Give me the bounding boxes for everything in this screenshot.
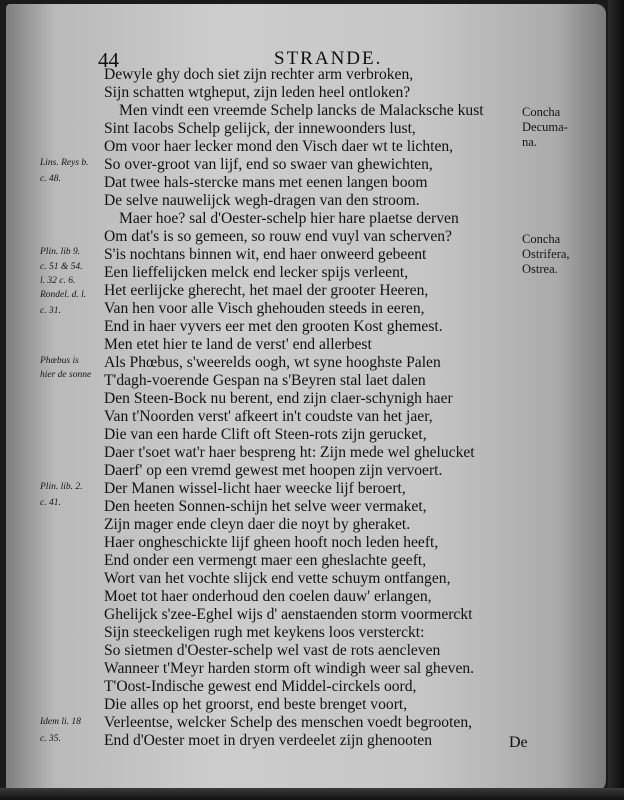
text-line: Die van een harde Clift oft Steen-rots zijn gerucket, xyxy=(104,426,427,443)
text-line: Van t'Noorden verst' afkeert in't coudste van het jaer, xyxy=(104,408,433,425)
text-line: Men etet hier te land de verst' end allerbest xyxy=(104,336,372,353)
text-line: Maer hoe? sal d'Oester-schelp hier hare plaetse derven xyxy=(119,210,459,227)
text-line: Die alles op het groorst, end beste brenget voort, xyxy=(104,696,408,713)
running-head: STRANDE. xyxy=(274,48,383,69)
text-line: Sint Iacobs Schelp gelijck, der innewoonders lust, xyxy=(104,120,416,137)
margin-note: Plin. lib. 2. xyxy=(40,482,83,492)
page-shadow-bottom xyxy=(0,788,624,800)
page-number: 44 xyxy=(98,48,119,72)
margin-note: Idem li. 18 xyxy=(40,717,81,727)
text-line: Den heeten Sonnen-schijn het selve weer vermaket, xyxy=(104,498,427,515)
margin-note: l. 32 c. 6. xyxy=(40,276,76,286)
text-line: Daerf' op een vremd gewest met hoopen zijn vervoert. xyxy=(104,462,443,479)
text-line: Het eerlijcke gherecht, het mael der grooter Heeren, xyxy=(104,282,429,299)
margin-note: c. 35. xyxy=(40,734,61,744)
margin-note: c. 51 & 54. xyxy=(40,262,83,272)
text-line: Daer t'soet wat'r haer bespreng ht: Zijn mede wel ghelucket xyxy=(104,444,475,461)
text-line: Ghelijck s'zee-Eghel wijs d' aenstaenden storm voormerckt xyxy=(104,606,473,623)
text-line: Van hen voor alle Visch ghehouden steeds in eeren, xyxy=(104,300,425,317)
text-line: S'is nochtans binnen wit, end haer onweerd gebeent xyxy=(104,246,427,263)
text-line: Sijn steeckeligen rugh met keykens loos versterckt: xyxy=(104,624,425,641)
text-line: Sijn schatten wtgheput, zijn leden heel ontloken? xyxy=(104,84,411,101)
text-line: Wort van het vochte slijck end vette schuym ontfangen, xyxy=(104,570,451,587)
text-line: Een lieffelijcken melck end lecker spijs verleent, xyxy=(104,264,409,281)
text-line: Om dat's is so gemeen, so rouw end vuyl van scherven? xyxy=(104,228,452,245)
text-line: T'dagh-voerende Gespan na s'Beyren stal laet dalen xyxy=(104,372,426,389)
margin-note: na. xyxy=(522,135,537,149)
margin-note: Concha xyxy=(522,105,561,119)
margin-note: c. 31. xyxy=(40,306,61,316)
text-line: End d'Oester moet in dryen verdeelet zijn ghenooten xyxy=(104,732,433,749)
margin-note: Rondel. d. l. xyxy=(40,290,87,300)
text-line: Dat twee hals-stercke mans met eenen langen boom xyxy=(104,174,428,191)
catchword: De xyxy=(509,734,528,751)
margin-note: Decuma- xyxy=(522,120,568,134)
text-line: T'Oost-Indische gewest end Middel-circkels oord, xyxy=(104,678,417,695)
text-line: So over-groot van lijf, end so swaer van ghewichten, xyxy=(104,156,433,173)
text-line: So sietmen d'Oester-schelp wel vast de rots aencleven xyxy=(104,642,441,659)
margin-note: c. 48. xyxy=(40,174,61,184)
text-line: Zijn mager ende cleyn daer die noyt by gheraket. xyxy=(104,516,411,533)
text-line: Men vindt een vreemde Schelp lancks de Malacksche kust xyxy=(119,102,484,119)
text-line: Den Steen-Bock nu berent, end zijn claer-schynigh haer xyxy=(104,390,453,407)
margin-note: Lins. Reys b. xyxy=(40,158,89,168)
text-line: Der Manen wissel-licht haer weecke lijf beroert, xyxy=(104,480,406,497)
text-line: Dewyle ghy doch siet zijn rechter arm verbroken, xyxy=(104,66,414,83)
text-line: Haer ongheschickte lijf gheen hooft noch leden heeft, xyxy=(104,534,439,551)
text-line: Moet tot haer onderhoud den coelen dauw' erlangen, xyxy=(104,588,432,605)
page-shadow-right xyxy=(608,0,624,800)
text-line: De selve nauwelijck wegh-dragen van den stroom. xyxy=(104,192,420,209)
margin-note: Ostrifera, xyxy=(522,247,570,261)
text-line: Verleentse, welcker Schelp des menschen voedt begrooten, xyxy=(104,714,473,731)
margin-note: Ostrea. xyxy=(522,262,558,276)
text-line: Als Phœbus, s'weerelds oogh, wt syne hooghste Palen xyxy=(104,354,441,371)
text-line: Om voor haer lecker mond den Visch daer wt te lichten, xyxy=(104,138,454,155)
text-line: End in haer vyvers eer met den grooten Kost ghemest. xyxy=(104,318,443,335)
margin-note: c. 41. xyxy=(40,498,61,508)
text-line: End onder een vermengt maer een gheslachte geeft, xyxy=(104,552,427,569)
margin-note: Concha xyxy=(522,232,561,246)
margin-note: Phœbus is xyxy=(40,356,79,366)
book-page xyxy=(6,4,606,794)
margin-note: Plin. lib 9. xyxy=(40,247,81,257)
margin-note: hier de sonne xyxy=(40,370,92,380)
text-line: Wanneer t'Meyr harden storm oft windigh weer sal gheven. xyxy=(104,660,475,677)
